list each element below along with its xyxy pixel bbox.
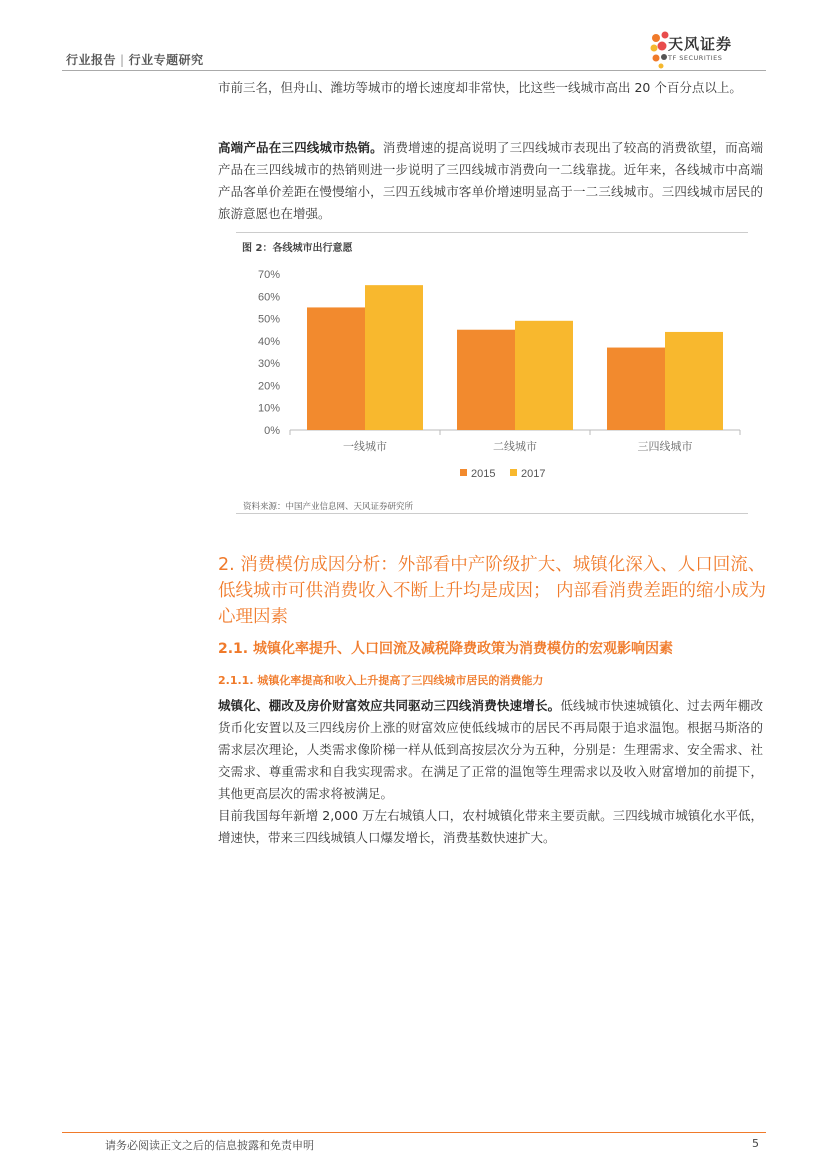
figure-source: 资料来源：中国产业信息网、天风证券研究所 (243, 502, 414, 512)
header-separator: | (120, 53, 125, 67)
legend-label-2015: 2015 (471, 468, 496, 480)
y-tick-label: 50% (257, 313, 280, 326)
bar-2017-0 (365, 285, 423, 430)
bar-2017-1 (515, 321, 573, 430)
figure-title: 图 2：各线城市出行意愿 (242, 243, 353, 254)
section-heading-2: 2. 消费模仿成因分析：外部看中产阶级扩大、城镇化深入、人口回流、低线城市可供消费收入不断上升均是成因； 内部看消费差距的缩小成为心理因素 (218, 555, 767, 627)
legend-swatch-2015 (460, 469, 467, 476)
footer-disclaimer: 请务必阅读正文之后的信息披露和免责申明 (105, 1139, 314, 1152)
report-header-label (66, 51, 204, 68)
legend-swatch-2017 (510, 469, 517, 476)
y-tick-label: 0% (264, 425, 280, 437)
section-heading-2-1: 2.1. 城镇化率提升、人口回流及减税降费政策为消费模仿的宏观影响因素 (218, 641, 673, 657)
y-tick-label: 20% (257, 380, 280, 393)
paragraph-2-body: 消费增速的提高说明了三四线城市表现出了较高的消费欲望，而高端产品在三四线城市的热销则进一步说明了三四线城市消费向一二线靠拢。近年来，各线城市中高端产品客单价差距在慢慢缩小，三四五线城市客单价增速明显高于一二三线城市。三四线城市居民的旅游意愿也在增强。 (218, 140, 763, 221)
y-tick-label: 30% (257, 358, 280, 371)
paragraph-3 (218, 695, 763, 805)
y-tick-label: 40% (257, 335, 280, 348)
paragraph-1: 市前三名，但舟山、潍坊等城市的增长速度却非常快，比这些一线城市高出 20 个百分点以上。 (218, 80, 742, 95)
y-tick-label: 60% (257, 291, 280, 304)
bar-2017-2 (665, 332, 723, 430)
x-category-label: 二线城市 (493, 440, 537, 453)
footer-divider (62, 1132, 766, 1133)
bar-2015-2 (607, 348, 665, 430)
logo-text: 天风证券 (668, 35, 733, 53)
legend-label-2017: 2017 (521, 468, 546, 480)
section-heading-2-1-1: 2.1.1. 城镇化率提高和收入上升提高了三四线城市居民的消费能力 (218, 674, 544, 687)
bar-2015-0 (307, 307, 365, 430)
paragraph-2 (218, 137, 763, 225)
report-subcategory: 行业专题研究 (128, 53, 204, 67)
paragraph-3-lead: 城镇化、棚改及房价财富效应共同驱动三四线消费快速增长。 (218, 698, 561, 713)
bar-chart (236, 258, 748, 498)
x-category-label: 一线城市 (343, 440, 387, 453)
report-category: 行业报告 (66, 53, 117, 67)
paragraph-3-body: 低线城市快速城镇化、过去两年棚改货币化安置以及三四线房价上涨的财富效应使低线城市的居民不再局限于追求温饱。根据马斯洛的需求层次理论，人类需求像阶梯一样从低到高按层次分为五种，分别是：生理需求、安全需求、社交需求、尊重需求和自我实现需求。在满足了正常的温饱等生理需求以及收入财富增加的前提下，其他更高层次的需求将被满足。 (218, 698, 763, 801)
paragraph-4: 目前我国每年新增 2,000 万左右城镇人口，农村城镇化带来主要贡献。三四线城市城镇化水平低，增速快，带来三四线城镇人口爆发增长，消费基数快速扩大。 (218, 808, 763, 845)
paragraph-2-lead: 高端产品在三四线城市热销。 (218, 140, 383, 155)
bar-2015-1 (457, 330, 515, 430)
x-category-label: 三四线城市 (637, 440, 693, 453)
y-tick-label: 10% (257, 402, 280, 415)
y-tick-label: 70% (257, 269, 280, 281)
page-number: 5 (752, 1137, 759, 1150)
logo-subtext: TF SECURITIES (668, 54, 723, 62)
